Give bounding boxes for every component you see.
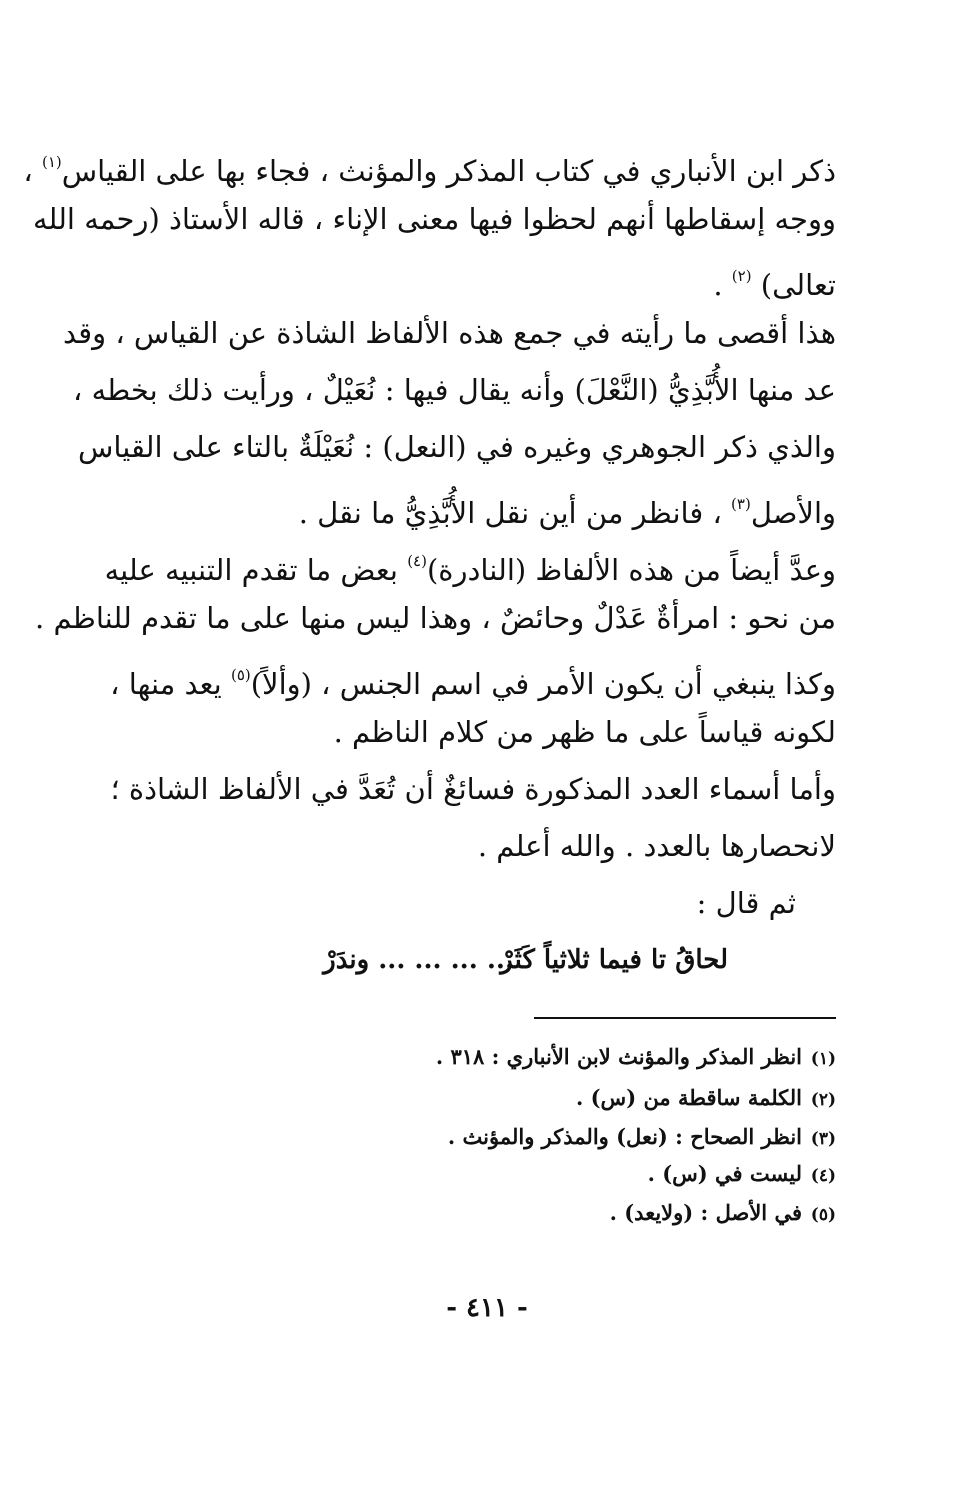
footnote-2 (576, 1083, 836, 1115)
body-line-3: تعالى) $^{(٢)}$ . (713, 267, 836, 302)
footnote-text: انظر المذكر والمؤنث لابن الأنباري : ٣١٨ . (435, 1044, 802, 1069)
body-line-6: والذي ذكر الجوهري وغيره في (النعل) : نُعَيْلَةٌ بالتاء على القياس (77, 430, 836, 464)
footnote-text: الكلمة ساقطة من (س) . (576, 1085, 802, 1110)
body-line-7: والأصل$^{(٣)}$ ، فانظر من أين نقل الأُبَّذِيُّ ما نقل . (298, 495, 836, 530)
footnote-4 (648, 1159, 836, 1191)
body-line-10: وكذا ينبغي أن يكون الأمر في اسم الجنس ، (وألاً)$^{(٥)}$ يعد منها ، (110, 666, 836, 701)
footnote-ref-2: (٢) (731, 267, 752, 285)
footnote-number: (٢) (810, 1090, 836, 1110)
body-line-13: لانحصارها بالعدد . والله أعلم . (477, 829, 836, 863)
body-line-4: هذا أقصى ما رأيته في جمع هذه الألفاظ الشاذة عن القياس ، وقد (63, 316, 836, 350)
footnote-text: في الأصل : (ولايعد) . (609, 1200, 802, 1225)
body-line-11: لكونه قياساً على ما ظهر من كلام الناظم . (333, 715, 836, 749)
footnote-5 (610, 1198, 836, 1230)
verse-first-hemistich: ... ... ... ... وندَرْ (323, 945, 514, 975)
footnote-ref-4: (٤) (407, 552, 427, 570)
body-line-8: وعدَّ أيضاً من هذه الألفاظ (النادرة)$^{(٤)}$ بعض ما تقدم التنبيه عليه (104, 552, 836, 587)
footnote-ref-3: (٣) (731, 495, 751, 513)
footnote-number: (٤) (810, 1166, 836, 1186)
verse-second-hemistich: لحاقُ تا فيما ثلاثياً كَثَرْ (500, 945, 728, 975)
footnote-number: (١) (810, 1049, 836, 1069)
body-line-1: ذكر ابن الأنباري في كتاب المذكر والمؤنث ، فجاء بها على القياس$^{(١)}$ ، (23, 153, 836, 188)
page-number: - ٤١١ - (446, 1293, 528, 1323)
body-line-9: من نحو : امرأةٌ عَدْلٌ وحائضٌ ، وهذا ليس منها على ما تقدم للناظم . (35, 601, 836, 635)
footnote-3 (448, 1122, 836, 1154)
footnote-divider (534, 1017, 836, 1019)
footnote-text: ليست في (س) . (647, 1161, 802, 1186)
body-line-2: ووجه إسقاطها أنهم لحظوا فيها معنى الإناء ، قاله الأستاذ (رحمه الله (32, 202, 836, 236)
body-line-14: ثم قال : (696, 886, 796, 920)
footnote-1 (436, 1042, 836, 1074)
body-line-12: وأما أسماء العدد المذكورة فسائغٌ أن تُعَدَّ في الألفاظ الشاذة ؛ (110, 772, 836, 806)
footnote-ref-1: (١) (42, 153, 62, 171)
footnote-text: انظر الصحاح : (نعل) والمذكر والمؤنث . (447, 1124, 802, 1149)
body-line-5: عد منها الأُبَّذِيُّ (النَّعْلَ) وأنه يقال فيها : نُعَيْلٌ ، ورأيت ذلك بخطه ، (72, 373, 836, 407)
footnote-number: (٥) (810, 1205, 836, 1225)
footnote-number: (٣) (810, 1129, 836, 1149)
footnote-ref-5: (٥) (230, 666, 251, 684)
